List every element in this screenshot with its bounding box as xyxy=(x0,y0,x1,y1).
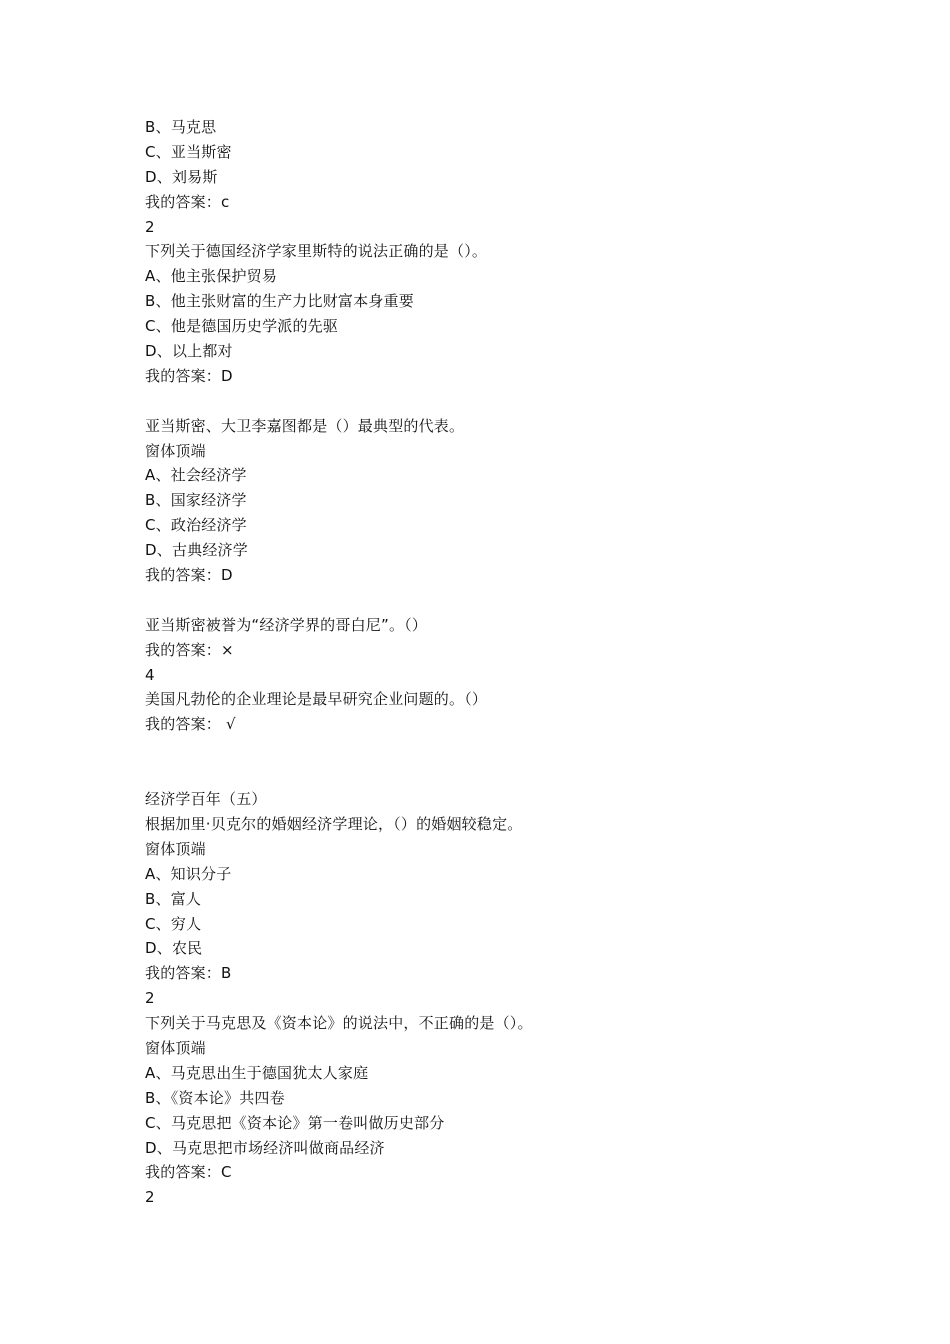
question-number: 4 xyxy=(145,665,155,684)
answer-line: 我的答案：c xyxy=(145,192,230,211)
option-line: D、农民 xyxy=(145,939,203,958)
option-line: C、穷人 xyxy=(145,914,202,933)
option-line: B、国家经济学 xyxy=(145,491,247,510)
question-text: 下列关于德国经济学家里斯特的说法正确的是（）。 xyxy=(145,242,488,261)
option-line: D、马克思把市场经济叫做商品经济 xyxy=(145,1138,385,1157)
form-marker: 窗体顶端 xyxy=(145,1038,206,1057)
question-number: 2 xyxy=(145,1188,155,1207)
option-line: A、社会经济学 xyxy=(145,466,247,485)
question-text: 亚当斯密被誉为“经济学界的哥白尼”。（） xyxy=(145,615,428,634)
blank-line xyxy=(145,588,845,613)
form-marker: 窗体顶端 xyxy=(145,441,206,460)
answer-line: 我的答案：× xyxy=(145,640,234,659)
question-text: 亚当斯密、大卫李嘉图都是（）最典型的代表。 xyxy=(145,416,465,435)
option-line: C、他是德国历史学派的先驱 xyxy=(145,317,339,336)
question-text: 美国凡勃伦的企业理论是最早研究企业问题的。（） xyxy=(145,690,488,709)
blank-line xyxy=(145,762,845,787)
option-line: A、知识分子 xyxy=(145,864,232,883)
question-number: 2 xyxy=(145,989,155,1008)
option-line: A、他主张保护贸易 xyxy=(145,267,278,286)
form-marker: 窗体顶端 xyxy=(145,839,206,858)
blank-line xyxy=(145,389,845,414)
answer-line: 我的答案：D xyxy=(145,566,233,585)
answer-line: 我的答案：D xyxy=(145,366,233,385)
option-line: D、以上都对 xyxy=(145,342,233,361)
answer-line: 我的答案：B xyxy=(145,964,232,983)
option-line: B、马克思 xyxy=(145,118,217,136)
option-line: D、刘易斯 xyxy=(145,167,218,186)
option-line: B、《资本论》共四卷 xyxy=(145,1088,285,1107)
answer-line: 我的答案： √ xyxy=(145,715,236,734)
option-line: C、马克思把《资本论》第一卷叫做历史部分 xyxy=(145,1113,445,1132)
section-title: 经济学百年（五） xyxy=(145,790,267,809)
answer-line: 我的答案：C xyxy=(145,1163,232,1182)
option-line: B、富人 xyxy=(145,889,202,908)
option-line: B、他主张财富的生产力比财富本身重要 xyxy=(145,292,414,311)
blank-line xyxy=(145,737,845,762)
option-line: C、亚当斯密 xyxy=(145,142,232,161)
option-line: D、古典经济学 xyxy=(145,541,248,560)
document-body xyxy=(145,115,845,1210)
question-number: 2 xyxy=(145,217,155,236)
option-line: C、政治经济学 xyxy=(145,516,247,535)
option-line: A、马克思出生于德国犹太人家庭 xyxy=(145,1063,369,1082)
question-text: 根据加里·贝克尔的婚姻经济学理论，（）的婚姻较稳定。 xyxy=(145,814,523,833)
question-text: 下列关于马克思及《资本论》的说法中，不正确的是（）。 xyxy=(145,1014,533,1033)
